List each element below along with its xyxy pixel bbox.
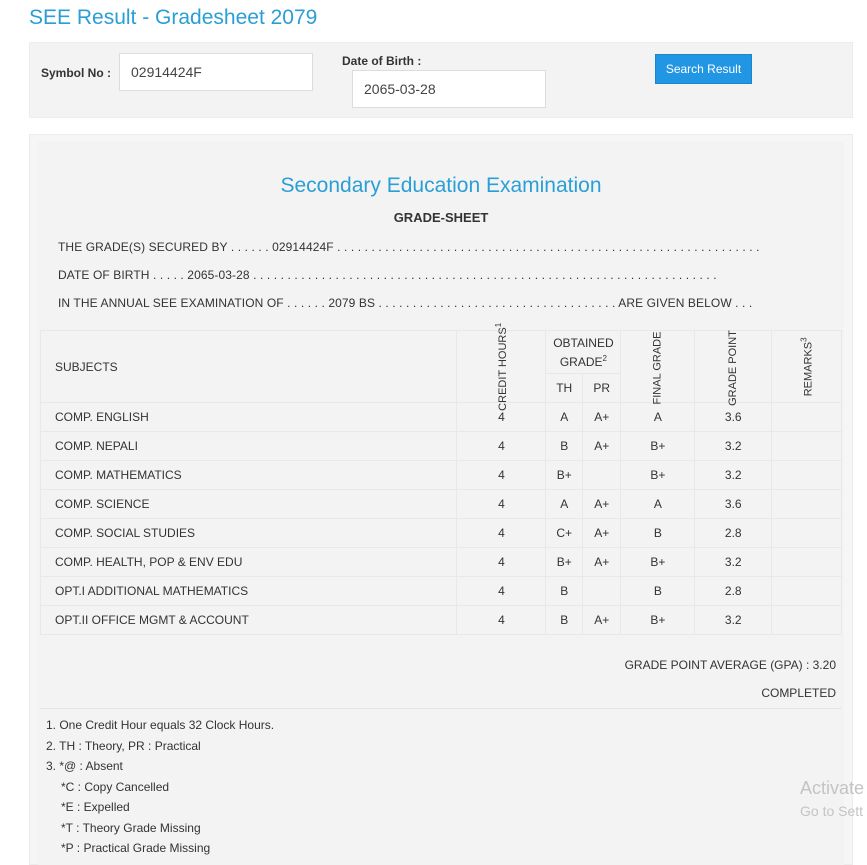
final-grade-cell: B+ xyxy=(621,432,695,461)
footnotes xyxy=(46,715,274,859)
footnote-item: *T : Theory Grade Missing xyxy=(61,820,201,835)
theory-grade-cell: C+ xyxy=(546,519,583,548)
grade-point-cell: 3.2 xyxy=(695,606,772,635)
credit-hours-cell: 4 xyxy=(457,577,546,606)
theory-grade-cell: B+ xyxy=(546,461,583,490)
remarks-cell xyxy=(772,432,842,461)
subject-cell: OPT.I ADDITIONAL MATHEMATICS xyxy=(41,577,457,606)
remarks-cell xyxy=(772,519,842,548)
footnote-item: *C : Copy Cancelled xyxy=(61,779,170,794)
exam-title: Secondary Education Examination xyxy=(280,174,602,197)
grade-point-cell: 3.2 xyxy=(695,432,772,461)
symbol-no-input[interactable] xyxy=(119,53,313,91)
footnote-item: *E : Expelled xyxy=(61,800,130,814)
table-row xyxy=(41,403,842,432)
remarks-cell xyxy=(772,606,842,635)
notes-divider xyxy=(40,708,842,709)
practical-grade-cell: A+ xyxy=(582,519,620,548)
subject-cell: OPT.II OFFICE MGMT & ACCOUNT xyxy=(41,606,457,635)
theory-grade-cell: A xyxy=(546,490,583,519)
subject-cell: COMP. ENGLISH xyxy=(41,403,457,432)
practical-grade-cell: A+ xyxy=(582,403,620,432)
symbol-no-label: Symbol No : xyxy=(41,66,112,80)
grade-point-cell: 3.6 xyxy=(695,490,772,519)
practical-grade-cell: A+ xyxy=(582,490,620,519)
theory-grade-cell: B xyxy=(546,577,583,606)
practical-header: PR xyxy=(582,374,620,403)
obtained-grade-header-text: OBTAINED GRADE xyxy=(553,335,614,369)
final-grade-cell: B xyxy=(621,519,695,548)
grade-point-header: GRADE POINT xyxy=(695,331,772,403)
result-status: COMPLETED xyxy=(761,686,836,700)
activation-watermark xyxy=(800,778,864,819)
remarks-cell xyxy=(772,490,842,519)
theory-header: TH xyxy=(546,374,583,403)
credit-hours-cell: 4 xyxy=(457,519,546,548)
footnote-3-marker: 3 xyxy=(799,337,809,342)
search-result-button[interactable]: Search Result xyxy=(655,54,752,84)
subject-cell: COMP. HEALTH, POP & ENV EDU xyxy=(41,548,457,577)
footnote-item: *P : Practical Grade Missing xyxy=(61,841,211,855)
watermark-line-1: Activate xyxy=(800,778,865,798)
obtained-grade-header xyxy=(546,331,621,374)
credit-hours-cell: 4 xyxy=(457,461,546,490)
remarks-cell xyxy=(772,548,842,577)
table-row xyxy=(41,548,842,577)
credit-hours-cell: 4 xyxy=(457,490,546,519)
table-row xyxy=(41,519,842,548)
date-of-birth-input[interactable] xyxy=(352,70,546,108)
theory-grade-cell: B xyxy=(546,432,583,461)
gpa-summary: GRADE POINT AVERAGE (GPA) : 3.20 xyxy=(624,658,836,672)
theory-grade-cell: B xyxy=(546,606,583,635)
date-of-birth-label: Date of Birth : xyxy=(342,54,422,68)
final-grade-cell: B+ xyxy=(621,461,695,490)
examination-line: IN THE ANNUAL SEE EXAMINATION OF . . . . . . 2079 BS . . . . . . . . . . . . . . . . . . . . . . . . . . . . . . . . . . . ARE GIVEN BELOW . . . xyxy=(58,296,753,310)
subject-cell: COMP. SCIENCE xyxy=(41,490,457,519)
grade-sheet-title: GRADE-SHEET xyxy=(393,210,489,225)
credit-hours-cell: 4 xyxy=(457,432,546,461)
subject-cell: COMP. NEPALI xyxy=(41,432,457,461)
table-row xyxy=(41,577,842,606)
remarks-cell xyxy=(772,461,842,490)
grade-point-cell: 3.6 xyxy=(695,403,772,432)
footnote-2-marker: 2 xyxy=(602,353,607,363)
remarks-cell xyxy=(772,577,842,606)
footnote-item: 2. TH : Theory, PR : Practical xyxy=(46,738,201,753)
grade-point-cell: 2.8 xyxy=(695,519,772,548)
practical-grade-cell: A+ xyxy=(582,432,620,461)
practical-grade-cell xyxy=(582,577,620,606)
subjects-header: SUBJECTS xyxy=(41,331,457,403)
practical-grade-cell xyxy=(582,461,620,490)
footnote-item: 1. One Credit Hour equals 32 Clock Hours. xyxy=(46,718,275,732)
credit-hours-cell: 4 xyxy=(457,606,546,635)
page-title: SEE Result - Gradesheet 2079 xyxy=(29,6,318,29)
secured-by-line: THE GRADE(S) SECURED BY . . . . . . 02914424F . . . . . . . . . . . . . . . . . . . . . . . . . . . . . . . . . . . . . . . . . . . . . . . . . . . . . . . . . . . . . . xyxy=(58,240,760,254)
final-grade-cell: A xyxy=(621,490,695,519)
practical-grade-cell: A+ xyxy=(582,548,620,577)
footnote-1-marker: 1 xyxy=(494,322,504,327)
table-row xyxy=(41,432,842,461)
credit-hours-header-text: CREDIT HOURS xyxy=(497,326,510,411)
final-grade-cell: B+ xyxy=(621,548,695,577)
remarks-header-text: REMARKS xyxy=(802,341,815,396)
final-grade-cell: B+ xyxy=(621,606,695,635)
final-grade-header: FINAL GRADE xyxy=(621,331,695,403)
grade-point-cell: 3.2 xyxy=(695,461,772,490)
grade-rows xyxy=(41,403,842,635)
subject-cell: COMP. SOCIAL STUDIES xyxy=(41,519,457,548)
theory-grade-cell: A xyxy=(546,403,583,432)
search-form xyxy=(29,42,853,118)
remarks-cell xyxy=(772,403,842,432)
table-row xyxy=(41,490,842,519)
grade-point-cell: 3.2 xyxy=(695,548,772,577)
watermark-line-2: Go to Sett xyxy=(800,803,864,819)
credit-hours-cell: 4 xyxy=(457,548,546,577)
grade-table xyxy=(40,322,842,635)
final-grade-cell: A xyxy=(621,403,695,432)
table-row xyxy=(41,606,842,635)
practical-grade-cell: A+ xyxy=(582,606,620,635)
final-grade-cell: B xyxy=(621,577,695,606)
table-row xyxy=(41,461,842,490)
footnote-item: 3. *@ : Absent xyxy=(46,759,123,773)
credit-hours-cell: 4 xyxy=(457,403,546,432)
grade-point-cell: 2.8 xyxy=(695,577,772,606)
subject-cell: COMP. MATHEMATICS xyxy=(41,461,457,490)
remarks-header xyxy=(772,331,842,403)
date-of-birth-line: DATE OF BIRTH . . . . . 2065-03-28 . . . . . . . . . . . . . . . . . . . . . . . . . . . . . . . . . . . . . . . . . . . . . . . . . . . . . . . . . . . . . . . . . . . . xyxy=(58,268,717,282)
theory-grade-cell: B+ xyxy=(546,548,583,577)
credit-hours-header xyxy=(457,322,546,411)
